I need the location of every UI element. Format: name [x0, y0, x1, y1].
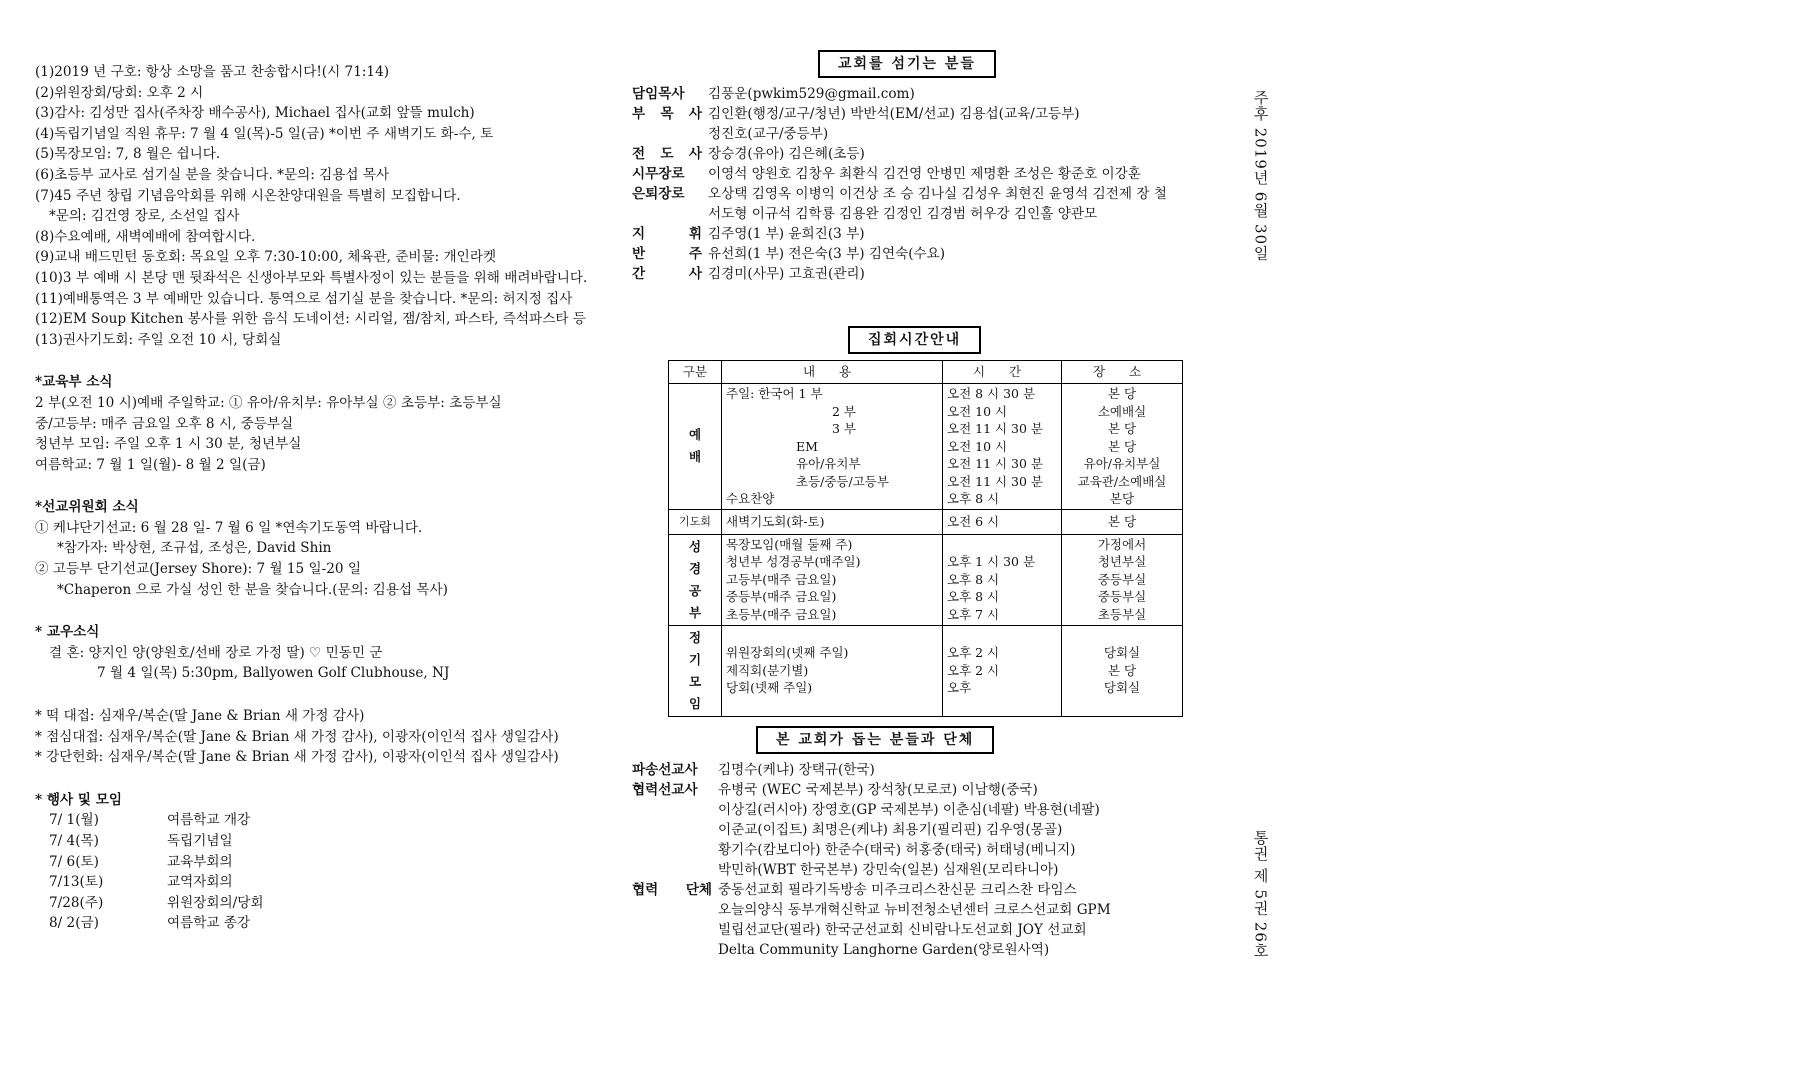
- schedule-header: 내 용: [722, 361, 943, 384]
- schedule-time: [943, 384, 1062, 510]
- staff-names: 김경미(사무) 고효권(관리): [708, 266, 865, 282]
- schedule-time-line: 오전 10 시: [947, 403, 1008, 419]
- schedule-content-line: 주일: 한국어 1 부: [726, 386, 823, 401]
- staff-row: [632, 164, 1192, 184]
- staff-row: [632, 244, 1192, 264]
- schedule-time-line: 오후 8 시: [947, 589, 1000, 605]
- event-date: 7/ 6(토): [49, 853, 99, 870]
- staff-names: 이영석 양원호 김창우 최환식 김건영 안병민 제명환 조성은 황준호 이강훈: [708, 166, 1141, 182]
- schedule-content-line: 고등부(매주 금요일): [726, 571, 837, 587]
- schedule-row: [669, 509, 1183, 534]
- staff-names: 오상택 김영옥 이병익 이건상 조 승 김나실 김성우 최현진 윤영석 김전제 장 철: [708, 186, 1167, 202]
- schedule-time-line: 오후 8 시: [947, 491, 1000, 506]
- schedule-content: [722, 534, 943, 625]
- schedule-place-line: 본당: [1109, 491, 1135, 506]
- schedule-content-line: 유아/유치부: [796, 456, 861, 471]
- schedule-title: 집회시간안내: [848, 326, 981, 354]
- thanks-item: * 강단헌화: 심재우/복순(딸 Jane & Brian 새 가정 감사), 이광자(이인석 집사 생일감사): [35, 749, 559, 766]
- event-row: [35, 872, 625, 893]
- event-date: 7/ 4(목): [49, 833, 99, 849]
- schedule-place-line: 소예배실: [1097, 403, 1147, 419]
- schedule-content-line: 위원장회의(넷째 주일): [726, 645, 849, 661]
- thanks-item: * 점심대접: 심재우/복순(딸 Jane & Brian 새 가정 감사), 이광자(이인석 집사 생일감사): [35, 728, 559, 745]
- member-news: [35, 622, 625, 684]
- schedule-time-line: 오전 6 시: [947, 513, 1000, 529]
- schedule-content-line: 새벽기도회(화-토): [726, 513, 825, 529]
- schedule-place-line: 본 당: [1107, 421, 1137, 436]
- announcement-item: (9)교내 배드민턴 동호회: 목요일 오후 7:30-10:00, 체육관, 준비물: 개인라켓: [35, 249, 497, 266]
- support-names: 중동선교회 필라기독방송 미주크리스찬신문 크리스찬 타임스: [718, 882, 1077, 898]
- schedule-place: [1062, 384, 1183, 510]
- staff-list: [632, 84, 1192, 284]
- member-line: 7 월 4 일(목) 5:30pm, Ballyowen Golf Clubhouse, NJ: [97, 665, 450, 682]
- event-name: 교역자회의: [167, 874, 233, 891]
- schedule-time-line: 오후 7 시: [947, 606, 1000, 622]
- education-news: [35, 372, 625, 475]
- event-date: 7/ 1(월): [49, 812, 99, 829]
- support-names-cont: 빌립선교단(필라) 한국군선교회 신비람나도선교회 JOY 선교회: [718, 922, 1087, 938]
- staff-names: 김주영(1 부) 윤희진(3 부): [708, 226, 865, 242]
- support-names: 김명수(케냐) 장택규(한국): [718, 762, 875, 778]
- staff-names: 김풍운(pwkim529@gmail.com): [708, 86, 915, 102]
- event-name: 위원장회의/당회: [167, 894, 264, 911]
- schedule-content: [722, 625, 943, 716]
- announcement-item: (8)수요예배, 새벽예배에 참여합시다.: [35, 228, 256, 245]
- announcement-item: (10)3 부 예배 시 본당 맨 뒷좌석은 신생아부모와 특별사정이 있는 분들을 위해 배려바랍니다.: [35, 269, 588, 286]
- schedule-place-line: 초등부실: [1097, 606, 1147, 622]
- schedule-time-line: [947, 536, 1057, 554]
- schedule-place-line: 본 당: [1107, 438, 1137, 454]
- support-names-cont: 이준교(이집트) 최명은(케냐) 최용기(필리핀) 김우영(몽골): [718, 822, 1063, 838]
- schedule-content-line: 청년부 성경공부(매주일): [726, 554, 861, 570]
- staff-title: 교회를 섬기는 분들: [818, 50, 996, 78]
- support-category: 협력 단체: [632, 882, 712, 898]
- support-category: 파송선교사: [632, 762, 698, 778]
- schedule-content-line: 제직회(분기별): [726, 662, 809, 678]
- staff-role: 반 주: [632, 246, 702, 262]
- support-row: [632, 760, 1192, 780]
- schedule-content-line: EM: [796, 438, 818, 454]
- schedule-time-line: 오전 11 시 30 분: [947, 473, 1044, 489]
- schedule-content-line: 당회(넷째 주일): [726, 680, 813, 696]
- schedule-place-line: 중등부실: [1097, 589, 1147, 605]
- mission-heading: *선교위원회 소식: [35, 499, 139, 516]
- event-row: [35, 831, 625, 852]
- schedule-time-line: 오후 2 시: [947, 662, 1000, 678]
- schedule-place: [1062, 534, 1183, 625]
- staff-names: 유선희(1 부) 전은숙(3 부) 김연숙(수요): [708, 246, 946, 262]
- schedule-time-line: 오후: [947, 680, 972, 696]
- event-row: [35, 852, 625, 873]
- education-line: 청년부 모임: 주일 오후 1 시 30 분, 청년부실: [35, 436, 302, 453]
- support-names-cont: Delta Community Langhorne Garden(양로원사역): [718, 942, 1050, 958]
- schedule-place-line: 가정에서: [1097, 536, 1147, 552]
- schedule-place-line: 교육관/소예배실: [1077, 473, 1167, 489]
- thanks-item: * 떡 대접: 심재우/복순(딸 Jane & Brian 새 가정 감사): [35, 708, 365, 725]
- schedule-header: 구분: [669, 361, 722, 384]
- schedule-category: 성 경 공 부: [669, 534, 722, 625]
- support-category: 협력선교사: [632, 782, 698, 798]
- schedule-table: [668, 360, 1183, 717]
- announcement-item: (6)초등부 교사로 섬기실 분을 찾습니다. *문의: 김용섭 목사: [35, 166, 390, 183]
- schedule-place-line: 본 당: [1107, 386, 1137, 401]
- support-row: [632, 880, 1192, 900]
- schedule-content-line: 수요찬양: [726, 491, 775, 506]
- left-column: [35, 62, 625, 934]
- staff-role: 부 목 사: [632, 106, 702, 122]
- education-line: 중/고등부: 매주 금요일 오후 8 시, 중등부실: [35, 415, 294, 432]
- schedule-content-line: 중등부(매주 금요일): [726, 589, 837, 605]
- staff-names-cont: 정진호(교구/중등부): [708, 126, 829, 142]
- staff-names-cont: 서도형 이규석 김학룡 김용완 김정인 김경범 허우강 김인홀 양관모: [708, 206, 1098, 222]
- announcement-item: (4)독립기념일 직원 휴무: 7 월 4 일(목)-5 일(금) *이번 주 새벽기도 화-수, 토: [35, 125, 494, 142]
- staff-names: 김인환(행정/교구/청년) 박반석(EM/선교) 김용섭(교육/고등부): [708, 106, 1080, 122]
- support-names: 유병국 (WEC 국제본부) 장석창(모로코) 이남행(중국): [718, 782, 1038, 798]
- mission-line: ② 고등부 단기선교(Jersey Shore): 7 월 15 일-20 일: [35, 561, 361, 578]
- event-name: 독립기념일: [167, 833, 233, 849]
- schedule-time-line: 오후 2 시: [947, 645, 1000, 661]
- mission-line: ① 케냐단기선교: 6 월 28 일- 7 월 6 일 *연속기도동역 바랍니다.: [35, 519, 423, 536]
- staff-names: 장승경(유아) 김은혜(초등): [708, 146, 865, 162]
- schedule-time: [943, 509, 1062, 534]
- education-heading: *교육부 소식: [35, 374, 113, 391]
- announcement-item: (3)감사: 김성만 집사(주차장 배수공사), Michael 집사(교회 앞뜰 mulch): [35, 105, 475, 122]
- staff-role: 담임목사: [632, 86, 685, 102]
- announcement-item: (12)EM Soup Kitchen 봉사를 위한 음식 도네이션: 시리얼, 잼/참치, 파스타, 즉석파스타 등: [35, 311, 586, 328]
- schedule-place-line: 당회실: [1103, 645, 1141, 661]
- mission-line: *참가자: 박상현, 조규섭, 조성은, David Shin: [57, 540, 332, 557]
- staff-role: 전 도 사: [632, 146, 702, 162]
- schedule-header: 장 소: [1062, 361, 1183, 384]
- schedule-time-line: 오전 11 시 30 분: [947, 456, 1044, 471]
- event-date: 7/28(주): [49, 894, 104, 911]
- schedule-header-row: [669, 361, 1183, 384]
- schedule-row: [669, 534, 1183, 625]
- support-names-cont: 이상길(러시아) 장영호(GP 국제본부) 이춘심(네팔) 박용현(네팔): [718, 802, 1100, 818]
- schedule-content-line: 3 부: [832, 421, 857, 436]
- staff-role: 은퇴장로: [632, 186, 685, 202]
- support-title: 본 교회가 돕는 분들과 단체: [756, 726, 994, 754]
- schedule-time-line: 오후 8 시: [947, 571, 1000, 587]
- event-name: 여름학교 개강: [167, 812, 251, 829]
- support-names-cont: 황기수(캄보디아) 한준수(태국) 허홍중(태국) 허태녕(베니지): [718, 842, 1076, 858]
- schedule-time-line: 오후 1 시 30 분: [947, 554, 1036, 570]
- schedule-place-line: 본 당: [1107, 513, 1137, 529]
- schedule-place-line: 중등부실: [1097, 571, 1147, 587]
- event-row: [35, 893, 625, 914]
- schedule-time: [943, 625, 1062, 716]
- staff-role: 간 사: [632, 266, 702, 282]
- staff-role: 지 휘: [632, 226, 702, 242]
- announcements-list: [35, 62, 625, 350]
- event-date: 7/13(토): [49, 874, 104, 891]
- events-list: [35, 790, 625, 934]
- education-line: 여름학교: 7 월 1 일(월)- 8 월 2 일(금): [35, 456, 266, 473]
- support-names-cont: 박민하(WBT 한국본부) 강민숙(일본) 심재원(모리타니아): [718, 862, 1059, 878]
- schedule-content-line: 목장모임(매월 둘째 주): [726, 536, 853, 552]
- announcement-item: (5)목장모임: 7, 8 월은 쉽니다.: [35, 146, 221, 163]
- staff-role: 시무장로: [632, 166, 685, 182]
- schedule-content: [722, 509, 943, 534]
- schedule-category: 예 배: [669, 384, 722, 510]
- schedule-time-line: 오전 10 시: [947, 438, 1008, 454]
- member-line: 결 혼: 양지인 양(양원호/선배 장로 가정 딸) ♡ 민동민 군: [49, 644, 383, 661]
- schedule-header: 시 간: [943, 361, 1062, 384]
- announcement-item: (2)위원장회/당회: 오후 2 시: [35, 84, 204, 101]
- schedule-content-line: 2 부: [832, 403, 857, 419]
- mission-news: [35, 497, 625, 600]
- support-names-cont: 오늘의양식 동부개혁신학교 뉴비전청소년센터 크로스선교회 GPM: [718, 902, 1111, 918]
- schedule-category: 기도회: [669, 509, 722, 534]
- schedule-time-line: 오전 8 시 30 분: [947, 386, 1036, 401]
- event-name: 교육부회의: [167, 853, 233, 870]
- schedule-place-line: 당회실: [1103, 680, 1141, 696]
- schedule-place-line: 본 당: [1107, 662, 1137, 678]
- education-line: 2 부(오전 10 시)예배 주일학교: ① 유아/유치부: 유아부실 ② 초등부: 초등부실: [35, 394, 502, 411]
- event-name: 여름학교 종강: [167, 915, 251, 932]
- announcement-item: (1)2019 년 구호: 항상 소망을 품고 찬송합시다!(시 71:14): [35, 64, 390, 80]
- schedule-content-line: 초등부(매주 금요일): [726, 606, 837, 622]
- announcement-item: *문의: 김건영 장로, 소선일 집사: [49, 208, 240, 225]
- member-heading: * 교우소식: [35, 624, 100, 641]
- schedule-time: [943, 534, 1062, 625]
- schedule-place-line: 유아/유치부실: [1083, 456, 1161, 471]
- staff-row: [632, 144, 1192, 164]
- staff-row: [632, 84, 1192, 104]
- event-row: [35, 913, 625, 934]
- schedule-category: 정 기 모 임: [669, 625, 722, 716]
- staff-row: [632, 184, 1192, 204]
- staff-row: [632, 104, 1192, 124]
- bulletin-issue: 통권 제 5권 26호: [1251, 830, 1270, 959]
- staff-row: [632, 224, 1192, 244]
- bulletin-date: 주후 2019년 6월 30일: [1251, 90, 1270, 262]
- event-row: [35, 810, 625, 831]
- schedule-place-line: 청년부실: [1097, 554, 1147, 570]
- schedule-place: [1062, 509, 1183, 534]
- events-heading: * 행사 및 모임: [35, 791, 122, 808]
- thanks-list: [35, 706, 625, 768]
- support-list: [632, 760, 1192, 960]
- schedule-time-line: 오전 11 시 30 분: [947, 421, 1044, 436]
- support-row: [632, 780, 1192, 800]
- schedule-place: [1062, 625, 1183, 716]
- schedule-row: [669, 384, 1183, 510]
- schedule-content-line: 초등/중등/고등부: [796, 473, 889, 489]
- announcement-item: (7)45 주년 창립 기념음악회를 위해 시온찬양대원을 특별히 모집합니다.: [35, 187, 461, 204]
- schedule-content: [722, 384, 943, 510]
- mission-line: *Chaperon 으로 가실 성인 한 분을 찾습니다.(문의: 김용섭 목사): [57, 581, 448, 598]
- staff-row: [632, 264, 1192, 284]
- announcement-item: (13)권사기도회: 주일 오전 10 시, 당회실: [35, 331, 282, 348]
- schedule-row: [669, 625, 1183, 716]
- announcement-item: (11)예배통역은 3 부 예배만 있습니다. 통역으로 섬기실 분을 찾습니다. *문의: 허지정 집사: [35, 290, 573, 307]
- event-date: 8/ 2(금): [49, 915, 99, 932]
